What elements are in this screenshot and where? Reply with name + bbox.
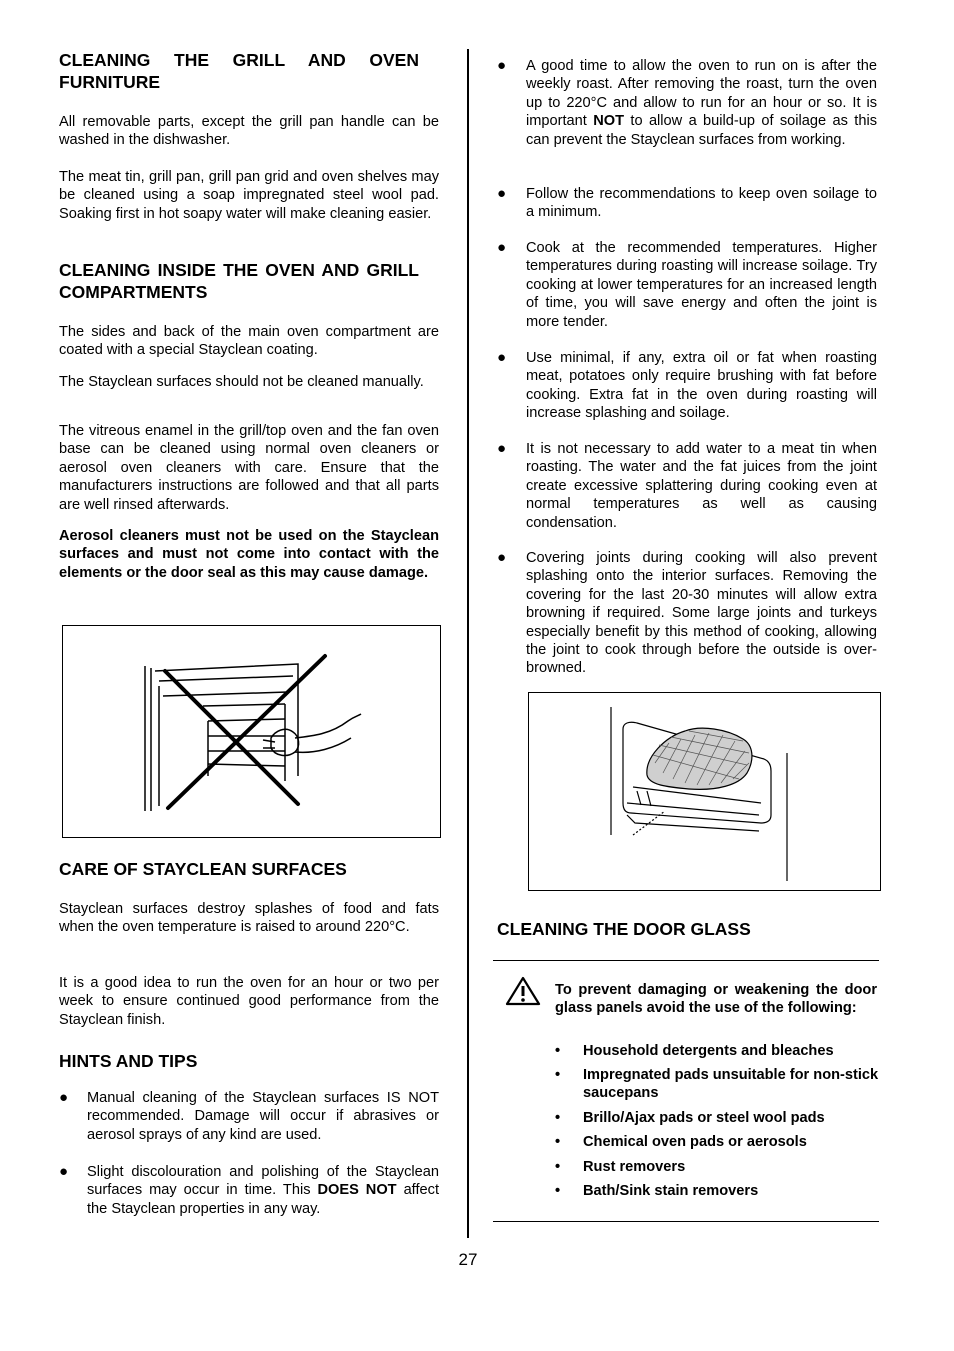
hint-text: [87, 1163, 439, 1218]
heading-cleaning-inside: CLEANING INSIDE THE OVEN AND GRILL COMPARTMENTS: [59, 260, 419, 302]
heading-care-stayclean: CARE OF STAYCLEAN SURFACES: [59, 859, 347, 879]
avoid-item-text: Household detergents and bleaches: [583, 1043, 834, 1059]
rule-bottom: [493, 1221, 879, 1222]
paragraph-sides-back: The sides and back of the main oven compartment are coated with a special Stayclean coating.: [59, 324, 439, 359]
hint-text: Manual cleaning of the Stayclean surfaces IS NOT recommended. Damage will occur if abrasives or aerosol sprays of any kind are used.: [87, 1090, 439, 1143]
warning-door-glass: To prevent damaging or weakening the door glass panels avoid the use of the following:: [555, 982, 877, 1017]
figure-covered-roast: [528, 692, 881, 891]
bullet: ●: [497, 185, 507, 202]
paragraph-removable-parts: All removable parts, except the grill pan handle can be washed in the dishwasher.: [59, 114, 439, 149]
avoid-item-text: Bath/Sink stain removers: [583, 1183, 759, 1199]
tip-text: Use minimal, if any, extra oil or fat when roasting meat, potatoes only require brushing with fat before cooking. Extra fat in the oven during roasting will increase splashing and soilage.: [526, 350, 877, 422]
warning-aerosol: Aerosol cleaners must not be used on the Stayclean surfaces and must not come into contact with the elements or the door seal as this may cause damage.: [59, 528, 439, 581]
tip-text: [526, 57, 877, 149]
hint-text-part: Slight discolouration and polishing of the Stayclean surfaces may occur in time. This: [87, 1164, 439, 1199]
bullet: •: [555, 1067, 561, 1083]
figure-no-manual-cleaning: [62, 625, 441, 838]
column-divider: [467, 49, 469, 1238]
paragraph-stayclean-destroy: Stayclean surfaces destroy splashes of food and fats when the oven temperature is raised to around 220°C.: [59, 901, 439, 936]
bullet: ●: [59, 1089, 69, 1106]
paragraph-meat-tin: The meat tin, grill pan, grill pan grid and oven shelves may be cleaned using a soap impregnated steel wool pad. Soaking first in hot soapy water will make cleaning easier.: [59, 169, 439, 222]
paragraph-vitreous-enamel: The vitreous enamel in the grill/top oven and the fan oven base can be cleaned using normal oven cleaners or aerosol oven cleaners with care. Ensure that the manufacturers instructions are followed and that all parts are well rinsed afterwards.: [59, 423, 439, 513]
covered-roast-illustration: [529, 693, 880, 890]
bullet: ●: [497, 239, 507, 256]
avoid-item-text: Chemical oven pads or aerosols: [583, 1134, 807, 1150]
avoid-item-text: Brillo/Ajax pads or steel wool pads: [583, 1110, 825, 1126]
tip-text: Covering joints during cooking will also prevent splashing onto the interior surfaces. Removing the covering for the last 20-30 minutes will allow extra browning if required. Some large joints and turkeys especially benefit by this method of cooking, allowing the joint to cook through before the outside is over-browned.: [526, 550, 877, 677]
avoid-item-text: Rust removers: [583, 1159, 686, 1175]
rule-top: [493, 960, 879, 961]
heading-hints-tips: HINTS AND TIPS: [59, 1051, 198, 1071]
tip-text: Cook at the recommended temperatures. Higher temperatures during roasting will increase soilage. Try cooking at lower temperatures for an increased length of time, you will save energy and often the joint is more tender.: [526, 240, 877, 330]
bullet: ●: [497, 57, 507, 74]
hint-text-part: affect the Stayclean properties in any way.: [87, 1182, 439, 1217]
tip-emphasis: NOT: [593, 113, 625, 130]
bullet: •: [555, 1134, 561, 1150]
bullet: ●: [59, 1163, 69, 1180]
hint-emphasis: DOES NOT: [317, 1182, 397, 1199]
paragraph-not-manually: The Stayclean surfaces should not be cleaned manually.: [59, 374, 424, 390]
bullet: ●: [497, 549, 507, 566]
tip-text-part: A good time to allow the oven to run on is after the weekly roast. After removing the roast, turn the oven up to 220°C and allow to run for an hour or so. It is important: [526, 58, 877, 130]
warning-triangle-icon: [505, 976, 541, 1006]
bullet: •: [555, 1159, 561, 1175]
page-number: 27: [458, 1250, 478, 1269]
bullet: •: [555, 1043, 561, 1059]
oven-cleaning-crossed-out-illustration: [63, 626, 440, 837]
bullet: •: [555, 1110, 561, 1126]
bullet: •: [555, 1183, 561, 1199]
heading-cleaning-grill: CLEANING THE GRILL AND OVEN FURNITURE: [59, 50, 419, 92]
bullet: ●: [497, 440, 507, 457]
tip-text: It is not necessary to add water to a meat tin when roasting. The water and the fat juices from the joint create excessive splattering during cooking even at normal temperatures as well as causing condensation.: [526, 441, 877, 531]
tip-text-part: to allow a build-up of soilage as this can prevent the Stayclean surfaces from working.: [526, 113, 877, 148]
heading-cleaning-door-glass: CLEANING THE DOOR GLASS: [497, 919, 751, 939]
avoid-item-text: Impregnated pads unsuitable for non-stick saucepans: [583, 1067, 879, 1102]
paragraph-run-oven: It is a good idea to run the oven for an hour or two per week to ensure continued good performance from the Stayclean finish.: [59, 975, 439, 1028]
tip-text: Follow the recommendations to keep oven soilage to a minimum.: [526, 186, 877, 221]
bullet: ●: [497, 349, 507, 366]
